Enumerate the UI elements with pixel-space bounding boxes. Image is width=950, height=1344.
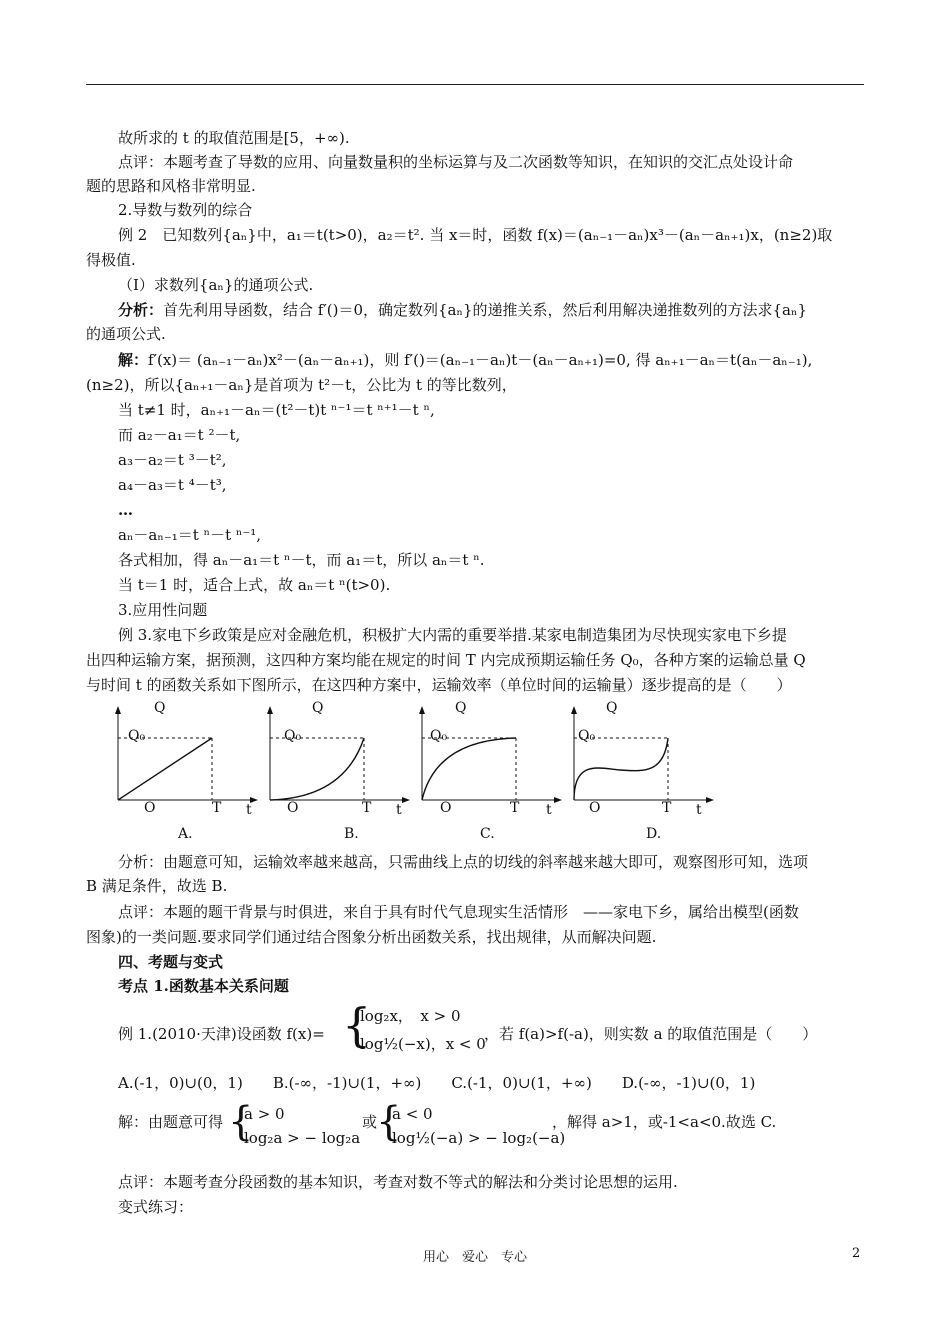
text-line [118, 300, 864, 320]
analysis-text: 首先利用导函数，结合 f′()＝0，确定数列{aₙ}的递推关系，然后利用解决递推数列的方法求{aₙ} [163, 301, 808, 319]
graph-d-plot [568, 700, 718, 850]
q0-label: Q₀ [430, 728, 448, 744]
footer-motto: 用心 爱心 专心 [422, 1250, 527, 1265]
axis-label-t: t [396, 802, 402, 818]
q0-label: Q₀ [128, 728, 146, 744]
brace-case2: { [376, 1099, 402, 1145]
curve-d [574, 738, 668, 800]
text-line: 例 3.家电下乡政策是应对金融危机，积极扩大内需的重要举措.某家电制造集团为尽快现实家电下乡提 [118, 626, 787, 644]
text-line: a₄－a₃＝t ⁴－t³, [118, 476, 227, 494]
axis-label-t: t [546, 802, 552, 818]
text-line: 出四种运输方案，据预测，这四种方案均能在规定的时间 T 内完成预期运输任务 Q₀，各种方案的运输总量 Q [86, 651, 806, 669]
section-heading: 3.应用性问题 [118, 601, 208, 619]
text-line: 的通项公式. [86, 325, 166, 343]
text-line: a₃－a₂＝t ³－t², [118, 451, 227, 469]
axis-label-q: Q [154, 700, 166, 716]
graph-b-plot [264, 700, 414, 850]
q0-label: Q₀ [284, 728, 302, 744]
option-label-b: B. [344, 826, 359, 842]
option-label-a: A. [178, 826, 193, 842]
origin-label: O [589, 800, 601, 816]
piecewise-row: log₂x， x > 0 [360, 1007, 461, 1025]
graph-d [568, 700, 718, 850]
text-line: 当 t≠1 时，aₙ₊₁－aₙ＝(t²－t)t ⁿ⁻¹＝t ⁿ⁺¹－t ⁿ, [118, 401, 435, 419]
section-heading: 考点 1.函数基本关系问题 [118, 977, 289, 995]
origin-label: O [440, 800, 452, 816]
t-mark-label: T [212, 800, 222, 816]
axis-label-q: Q [455, 700, 467, 716]
case2-row: a < 0 [392, 1105, 433, 1123]
answer-options: A.(-1，0)∪(0，1) B.(-∞，-1)∪(1，+∞) C.(-1，0)∪(1，+∞) D.(-∞，-1)∪(0，1) [118, 1074, 756, 1092]
text-line: ，若 f(a)>f(-a)，则实数 a 的取值范围是（ ） [484, 1025, 818, 1043]
curve-c [422, 738, 516, 800]
q0-label: Q₀ [578, 728, 596, 744]
case1-row: log₂a > − log₂a [244, 1129, 361, 1147]
text-line: （Ⅰ）求数列{aₙ}的通项公式. [118, 276, 314, 294]
solution-text: f′(x)＝ (aₙ₋₁－aₙ)x²－(aₙ－aₙ₊₁)，则 f′()＝(aₙ₋₁－aₙ)t－(aₙ－aₙ₊₁)=0, 得 aₙ₊₁－aₙ＝t(aₙ－aₙ₋₁), [148, 351, 813, 369]
text-line: 解：由题意可得 [118, 1113, 224, 1131]
text-line: 题的思路和风格非常明显. [86, 177, 256, 195]
graph-b [264, 700, 414, 850]
axis-label-q: Q [312, 700, 324, 716]
text-line: ，解得 a>1，或-1<a<0.故选 C. [552, 1113, 777, 1131]
axis-label-q: Q [606, 700, 618, 716]
option-label-c: C. [480, 826, 495, 842]
text-line: 例 1.(2010·天津)设函数 f(x)= [118, 1025, 325, 1043]
text-line: B 满足条件，故选 B. [86, 877, 228, 895]
origin-label: O [287, 800, 299, 816]
text-line: 点评：本题的题干背景与时俱进，来自于具有时代气息现实生活情形 ——家电下乡，属给出模型(函数 [118, 903, 799, 921]
axis-label-t: t [696, 802, 702, 818]
text-line: 而 a₂－a₁＝t ²－t, [118, 426, 241, 444]
page-number: 2 [852, 1246, 861, 1261]
brace-piecewise: { [342, 998, 372, 1052]
text-line: 变式练习： [118, 1198, 194, 1216]
text-line: 点评：本题考查分段函数的基本知识，考查对数不等式的解法和分类讨论思想的运用. [118, 1173, 678, 1191]
solution-label: 解： [118, 351, 149, 369]
text-line [118, 350, 864, 370]
axis-label-t: t [246, 802, 252, 818]
text-line: (n≥2)，所以{aₙ₊₁－aₙ}是首项为 t²－t，公比为 t 的等比数列， [86, 376, 517, 394]
text-line: 与时间 t 的函数关系如下图所示，在这四种方案中，运输效率（单位时间的运输量）逐步提高的是（ ） [86, 676, 792, 694]
section-heading: 2.导数与数列的综合 [118, 201, 253, 219]
text-line: 故所求的 t 的取值范围是[5，+∞). [118, 129, 350, 147]
analysis-label: 分析： [118, 301, 164, 319]
t-mark-label: T [362, 800, 372, 816]
origin-label: O [144, 800, 156, 816]
option-label-d: D. [646, 826, 662, 842]
text-line: 分析：由题意可知，运输效率越来越高，只需曲线上点的切线的斜率越来越大即可，观察图形可知，选项 [118, 853, 809, 871]
t-mark-label: T [510, 800, 520, 816]
t-mark-label: T [662, 800, 672, 816]
text-line: 当 t＝1 时，适合上式，故 aₙ＝t ⁿ(t>0). [118, 576, 391, 594]
text-line: 各式相加，得 aₙ－a₁＝t ⁿ－t，而 a₁＝t，所以 aₙ＝t ⁿ. [118, 551, 485, 569]
curve-a [118, 738, 212, 800]
text-line: aₙ－aₙ₋₁＝t ⁿ－t ⁿ⁻¹, [118, 526, 262, 544]
text-line: 图象)的一类问题.要求同学们通过结合图象分析出函数关系，找出规律，从而解决问题. [86, 928, 657, 946]
curve-b [270, 738, 364, 800]
case2-row: log½(−a) > − log₂(−a) [392, 1129, 566, 1147]
text-line: 例 2 已知数列{aₙ}中，a₁＝t(t>0)，a₂＝t². 当 x＝时，函数 f(x)＝(aₙ₋₁－aₙ)x³－(aₙ－aₙ₊₁)x，(n≥2)取 [118, 226, 833, 244]
section-heading: 四、考题与变式 [118, 953, 224, 971]
graph-options [112, 700, 732, 850]
brace-case1: { [228, 1099, 254, 1145]
text-line: 得极值. [86, 251, 136, 269]
text-line: … [118, 501, 133, 519]
text-line: 或 [362, 1113, 378, 1131]
piecewise-row: log½(−x)，x < 0 [360, 1035, 486, 1053]
header-rule [86, 84, 864, 85]
case1-row: a > 0 [244, 1105, 285, 1123]
text-line: 点评：本题考查了导数的应用、向量数量积的坐标运算与及二次函数等知识，在知识的交汇点处设计命 [118, 153, 794, 171]
